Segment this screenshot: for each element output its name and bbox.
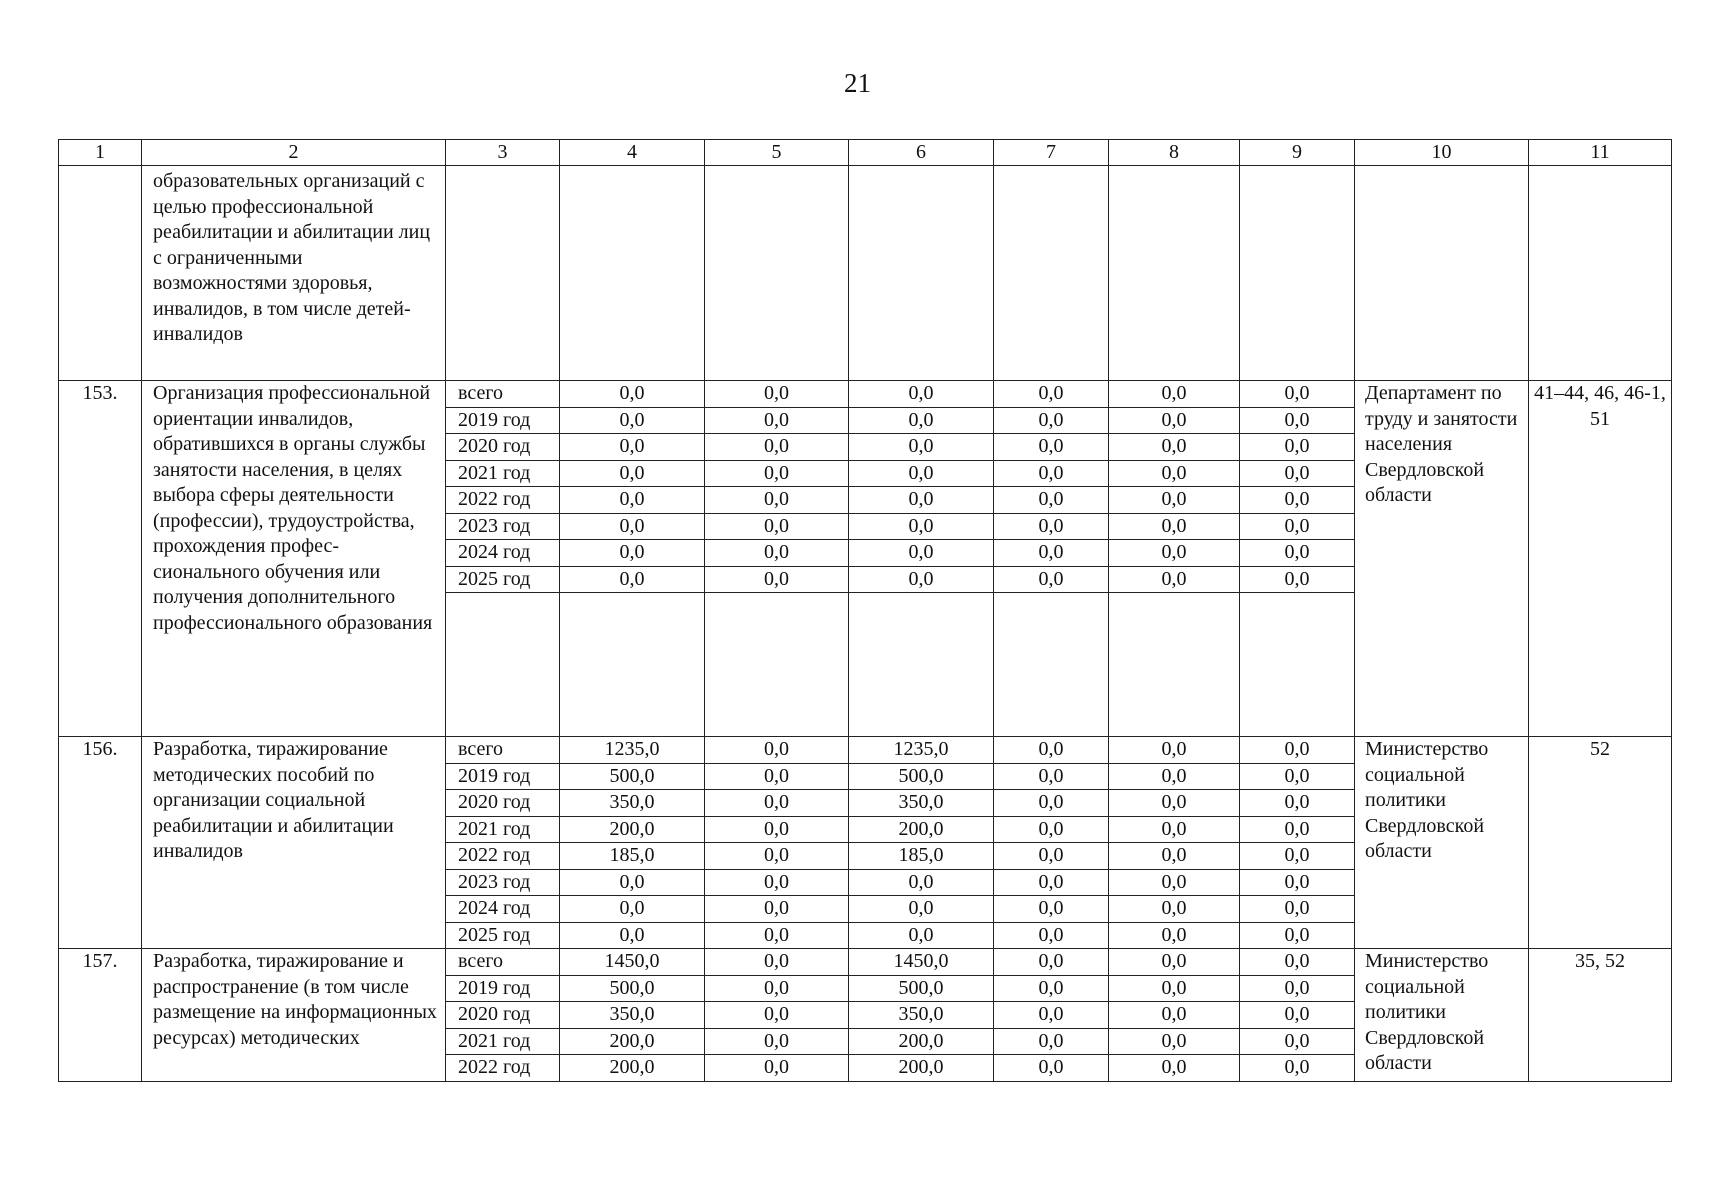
column-header: 8 bbox=[1109, 140, 1240, 166]
amount-cell: 0,0 bbox=[994, 566, 1109, 593]
column-header: 5 bbox=[705, 140, 849, 166]
amount-cell: 0,0 bbox=[705, 949, 849, 976]
amount-cell: 0,0 bbox=[560, 487, 705, 514]
amount-cell: 185,0 bbox=[849, 843, 994, 870]
period-label: 2020 год bbox=[446, 1002, 560, 1029]
amount-cell: 0,0 bbox=[1109, 896, 1240, 923]
amount-cell: 0,0 bbox=[560, 869, 705, 896]
amount-cell: 0,0 bbox=[849, 896, 994, 923]
table-row bbox=[59, 737, 1672, 764]
table-row bbox=[59, 949, 1672, 976]
item-number-cell bbox=[59, 166, 142, 381]
amount-cell: 200,0 bbox=[560, 1028, 705, 1055]
amount-cell: 0,0 bbox=[1240, 407, 1355, 434]
amount-cell: 350,0 bbox=[849, 1002, 994, 1029]
amount-cell: 0,0 bbox=[1109, 1055, 1240, 1082]
amount-cell: 350,0 bbox=[560, 790, 705, 817]
amount-cell: 0,0 bbox=[1109, 922, 1240, 949]
amount-cell: 0,0 bbox=[1109, 790, 1240, 817]
amount-cell: 0,0 bbox=[705, 763, 849, 790]
amount-cell: 0,0 bbox=[560, 381, 705, 408]
amount-cell: 350,0 bbox=[560, 1002, 705, 1029]
amount-cell: 500,0 bbox=[560, 763, 705, 790]
amount-cell: 0,0 bbox=[849, 513, 994, 540]
column-header: 6 bbox=[849, 140, 994, 166]
empty-cell bbox=[1240, 166, 1355, 381]
amount-cell: 0,0 bbox=[705, 1055, 849, 1082]
amount-cell: 0,0 bbox=[994, 816, 1109, 843]
target-refs: 41–44, 46, 46-1, 51 bbox=[1529, 381, 1672, 737]
period-label: 2025 год bbox=[446, 566, 560, 593]
amount-cell: 0,0 bbox=[1109, 763, 1240, 790]
amount-cell: 0,0 bbox=[1240, 381, 1355, 408]
period-label: 2020 год bbox=[446, 434, 560, 461]
amount-cell: 0,0 bbox=[705, 513, 849, 540]
amount-cell: 0,0 bbox=[560, 460, 705, 487]
amount-cell: 200,0 bbox=[849, 1028, 994, 1055]
amount-cell: 0,0 bbox=[705, 407, 849, 434]
amount-cell: 0,0 bbox=[994, 949, 1109, 976]
target-refs: 52 bbox=[1529, 737, 1672, 949]
amount-cell: 0,0 bbox=[1240, 816, 1355, 843]
amount-cell: 0,0 bbox=[994, 513, 1109, 540]
column-header: 10 bbox=[1355, 140, 1529, 166]
amount-cell: 0,0 bbox=[1240, 1055, 1355, 1082]
amount-cell: 0,0 bbox=[1240, 566, 1355, 593]
amount-cell: 350,0 bbox=[849, 790, 994, 817]
item-description: Разработка, тиражирование и распространение (в том числе размещение на информационных ресурсах) методических bbox=[142, 949, 446, 1082]
amount-cell: 0,0 bbox=[1240, 1002, 1355, 1029]
empty-cell bbox=[1355, 166, 1529, 381]
item-number: 156. bbox=[59, 737, 142, 949]
column-number-header bbox=[59, 140, 1672, 166]
empty-cell bbox=[705, 166, 849, 381]
continuation-description: образовательных организаций с целью профессиональной реабилитации и абилитации лиц с ограниченными возможностями здоровья, инвалидов, в том числе детей-инвалидов bbox=[142, 166, 446, 381]
amount-cell: 0,0 bbox=[560, 434, 705, 461]
amount-cell: 0,0 bbox=[1240, 487, 1355, 514]
item-number: 153. bbox=[59, 381, 142, 737]
amount-cell: 0,0 bbox=[1109, 381, 1240, 408]
amount-cell: 0,0 bbox=[705, 566, 849, 593]
amount-cell: 1235,0 bbox=[560, 737, 705, 764]
amount-cell: 0,0 bbox=[1240, 460, 1355, 487]
amount-cell: 0,0 bbox=[994, 922, 1109, 949]
amount-cell: 0,0 bbox=[705, 816, 849, 843]
amount-cell: 0,0 bbox=[705, 434, 849, 461]
amount-cell: 0,0 bbox=[849, 540, 994, 567]
amount-cell: 0,0 bbox=[994, 737, 1109, 764]
amount-cell: 0,0 bbox=[1109, 975, 1240, 1002]
target-refs: 35, 52 bbox=[1529, 949, 1672, 1082]
amount-cell: 0,0 bbox=[560, 566, 705, 593]
amount-cell: 0,0 bbox=[705, 1028, 849, 1055]
amount-cell: 0,0 bbox=[1240, 790, 1355, 817]
amount-cell: 0,0 bbox=[1240, 922, 1355, 949]
period-label: 2021 год bbox=[446, 816, 560, 843]
amount-cell: 0,0 bbox=[560, 922, 705, 949]
amount-cell: 0,0 bbox=[994, 1055, 1109, 1082]
amount-cell: 185,0 bbox=[560, 843, 705, 870]
executor: Министерство социальной политики Свердловской области bbox=[1355, 737, 1529, 949]
amount-cell: 0,0 bbox=[1109, 566, 1240, 593]
amount-cell: 0,0 bbox=[1109, 737, 1240, 764]
empty-cell bbox=[1109, 166, 1240, 381]
amount-cell: 0,0 bbox=[1109, 843, 1240, 870]
amount-cell: 0,0 bbox=[1109, 540, 1240, 567]
amount-cell: 0,0 bbox=[1109, 949, 1240, 976]
amount-cell: 0,0 bbox=[994, 975, 1109, 1002]
amount-cell: 0,0 bbox=[705, 790, 849, 817]
amount-cell: 0,0 bbox=[1109, 513, 1240, 540]
empty-cell bbox=[1529, 166, 1672, 381]
period-label: 2023 год bbox=[446, 513, 560, 540]
amount-cell: 0,0 bbox=[705, 737, 849, 764]
item-description: Разработка, тиражирование методических пособий по организации социальной реабилитации и абилитации инвалидов bbox=[142, 737, 446, 949]
table-row bbox=[59, 381, 1672, 408]
amount-cell: 0,0 bbox=[1109, 487, 1240, 514]
amount-cell: 200,0 bbox=[849, 816, 994, 843]
period-label: 2022 год bbox=[446, 843, 560, 870]
amount-cell: 0,0 bbox=[994, 487, 1109, 514]
amount-cell: 0,0 bbox=[849, 434, 994, 461]
amount-cell: 0,0 bbox=[849, 566, 994, 593]
period-label: 2021 год bbox=[446, 1028, 560, 1055]
amount-cell: 0,0 bbox=[849, 869, 994, 896]
amount-cell: 0,0 bbox=[1109, 460, 1240, 487]
period-label: всего bbox=[446, 381, 560, 408]
item-description: Организация профессиональной ориентации инвалидов, обратившихся в органы службы занятости населения, в целях выбора сферы деятельности (профессии), трудоустройства, прохождения профес-сионального обучения или получения дополнительного профессионального образования bbox=[142, 381, 446, 737]
period-label: 2020 год bbox=[446, 790, 560, 817]
amount-cell: 500,0 bbox=[560, 975, 705, 1002]
amount-cell: 0,0 bbox=[705, 896, 849, 923]
amount-cell: 0,0 bbox=[1240, 540, 1355, 567]
amount-cell: 0,0 bbox=[994, 896, 1109, 923]
executor: Департамент по труду и занятости населения Свердловской области bbox=[1355, 381, 1529, 737]
amount-cell: 0,0 bbox=[994, 790, 1109, 817]
amount-cell: 0,0 bbox=[849, 460, 994, 487]
amount-cell: 0,0 bbox=[1109, 1002, 1240, 1029]
column-header: 7 bbox=[994, 140, 1109, 166]
item-number: 157. bbox=[59, 949, 142, 1082]
empty-cell bbox=[446, 593, 560, 737]
amount-cell: 0,0 bbox=[994, 540, 1109, 567]
amount-cell: 0,0 bbox=[705, 540, 849, 567]
empty-cell bbox=[849, 166, 994, 381]
amount-cell: 0,0 bbox=[705, 869, 849, 896]
empty-cell bbox=[1240, 593, 1355, 737]
period-label: 2021 год bbox=[446, 460, 560, 487]
amount-cell: 0,0 bbox=[560, 407, 705, 434]
amount-cell: 1450,0 bbox=[560, 949, 705, 976]
amount-cell: 0,0 bbox=[1240, 763, 1355, 790]
amount-cell: 0,0 bbox=[1109, 434, 1240, 461]
amount-cell: 0,0 bbox=[1240, 737, 1355, 764]
amount-cell: 0,0 bbox=[994, 869, 1109, 896]
empty-cell bbox=[994, 593, 1109, 737]
amount-cell: 0,0 bbox=[705, 1002, 849, 1029]
amount-cell: 0,0 bbox=[560, 513, 705, 540]
empty-cell bbox=[446, 166, 560, 381]
empty-cell bbox=[1109, 593, 1240, 737]
amount-cell: 0,0 bbox=[849, 922, 994, 949]
column-header: 9 bbox=[1240, 140, 1355, 166]
period-label: 2022 год bbox=[446, 487, 560, 514]
amount-cell: 0,0 bbox=[705, 487, 849, 514]
amount-cell: 0,0 bbox=[1240, 869, 1355, 896]
amount-cell: 0,0 bbox=[1109, 407, 1240, 434]
empty-cell bbox=[560, 166, 705, 381]
amount-cell: 200,0 bbox=[849, 1055, 994, 1082]
amount-cell: 0,0 bbox=[1240, 975, 1355, 1002]
column-header: 4 bbox=[560, 140, 705, 166]
amount-cell: 0,0 bbox=[1240, 949, 1355, 976]
amount-cell: 0,0 bbox=[994, 1028, 1109, 1055]
amount-cell: 0,0 bbox=[560, 896, 705, 923]
amount-cell: 0,0 bbox=[994, 381, 1109, 408]
amount-cell: 0,0 bbox=[705, 975, 849, 1002]
column-header: 1 bbox=[59, 140, 142, 166]
amount-cell: 1450,0 bbox=[849, 949, 994, 976]
period-label: 2023 год bbox=[446, 869, 560, 896]
amount-cell: 0,0 bbox=[705, 381, 849, 408]
period-label: 2025 год bbox=[446, 922, 560, 949]
amount-cell: 500,0 bbox=[849, 763, 994, 790]
continuation-row bbox=[59, 166, 1672, 381]
amount-cell: 0,0 bbox=[849, 407, 994, 434]
period-label: всего bbox=[446, 949, 560, 976]
amount-cell: 0,0 bbox=[1240, 843, 1355, 870]
amount-cell: 0,0 bbox=[849, 487, 994, 514]
empty-cell bbox=[560, 593, 705, 737]
amount-cell: 0,0 bbox=[849, 381, 994, 408]
period-label: 2022 год bbox=[446, 1055, 560, 1082]
budget-table bbox=[58, 139, 1672, 1082]
empty-cell bbox=[994, 166, 1109, 381]
amount-cell: 0,0 bbox=[1109, 1028, 1240, 1055]
amount-cell: 200,0 bbox=[560, 1055, 705, 1082]
page-number: 21 bbox=[844, 68, 871, 98]
empty-cell bbox=[705, 593, 849, 737]
amount-cell: 0,0 bbox=[1240, 1028, 1355, 1055]
empty-cell bbox=[849, 593, 994, 737]
amount-cell: 0,0 bbox=[705, 922, 849, 949]
column-header: 3 bbox=[446, 140, 560, 166]
amount-cell: 500,0 bbox=[849, 975, 994, 1002]
amount-cell: 1235,0 bbox=[849, 737, 994, 764]
amount-cell: 0,0 bbox=[994, 407, 1109, 434]
executor: Министерство социальной политики Свердловской области bbox=[1355, 949, 1529, 1082]
amount-cell: 0,0 bbox=[994, 763, 1109, 790]
amount-cell: 0,0 bbox=[994, 1002, 1109, 1029]
amount-cell: 0,0 bbox=[1109, 816, 1240, 843]
amount-cell: 0,0 bbox=[705, 460, 849, 487]
amount-cell: 0,0 bbox=[1240, 434, 1355, 461]
period-label: 2024 год bbox=[446, 896, 560, 923]
period-label: 2024 год bbox=[446, 540, 560, 567]
amount-cell: 0,0 bbox=[705, 843, 849, 870]
period-label: всего bbox=[446, 737, 560, 764]
period-label: 2019 год bbox=[446, 407, 560, 434]
amount-cell: 0,0 bbox=[994, 843, 1109, 870]
amount-cell: 200,0 bbox=[560, 816, 705, 843]
period-label: 2019 год bbox=[446, 763, 560, 790]
column-header: 2 bbox=[142, 140, 446, 166]
period-label: 2019 год bbox=[446, 975, 560, 1002]
amount-cell: 0,0 bbox=[1109, 869, 1240, 896]
amount-cell: 0,0 bbox=[1240, 896, 1355, 923]
amount-cell: 0,0 bbox=[1240, 513, 1355, 540]
amount-cell: 0,0 bbox=[994, 460, 1109, 487]
column-header: 11 bbox=[1529, 140, 1672, 166]
amount-cell: 0,0 bbox=[560, 540, 705, 567]
amount-cell: 0,0 bbox=[994, 434, 1109, 461]
